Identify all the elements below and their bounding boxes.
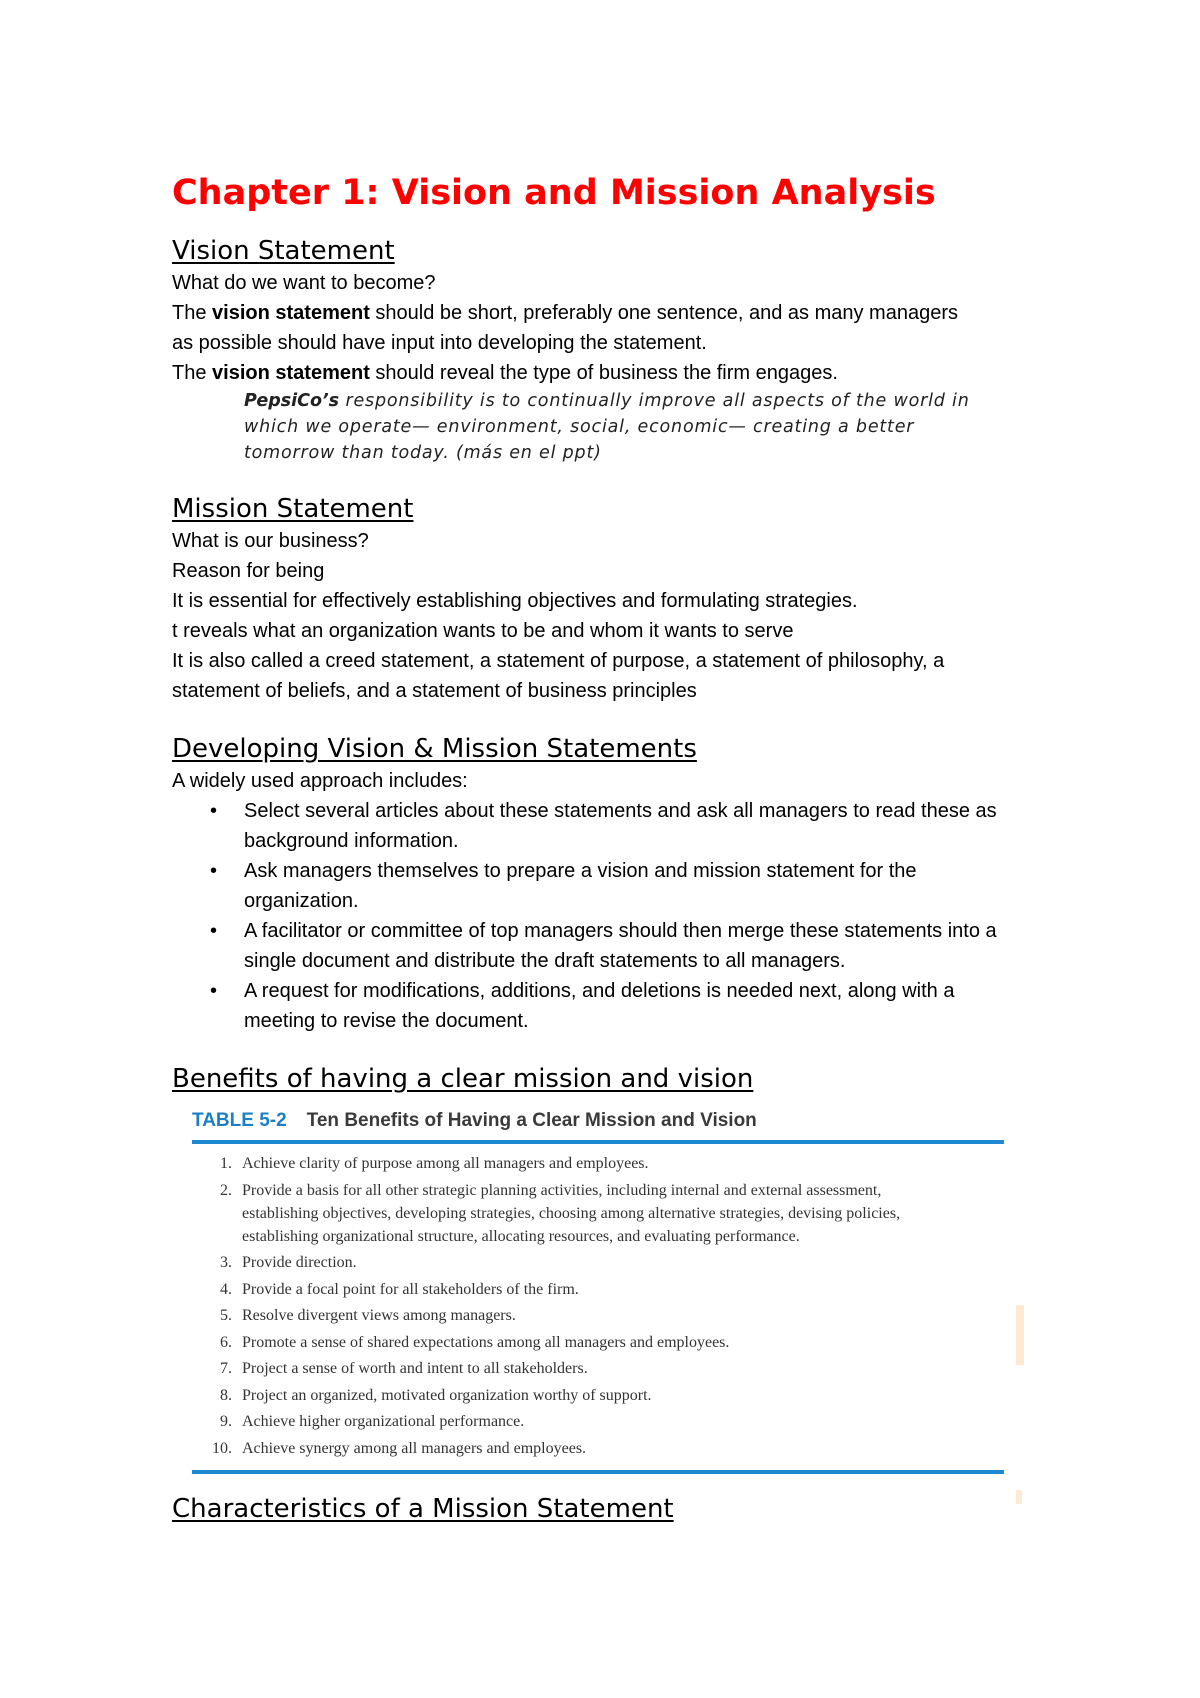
- mission-line: What is our business?: [172, 530, 369, 552]
- characteristics-heading: Characteristics of a Mission Statement: [172, 1493, 674, 1524]
- table-row: 8. Project an organized, motivated organization worthy of support.: [220, 1386, 652, 1404]
- list-item: • Ask managers themselves to prepare a vision and mission statement for the organization.: [172, 856, 1024, 916]
- developing-heading: Developing Vision & Mission Statements: [172, 734, 697, 764]
- list-item: • A facilitator or committee of top managers should then merge these statements into a single document and distribute the draft statements to all managers.: [172, 916, 1024, 976]
- mission-line: It is essential for effectively establishing objectives and formulating strategies.: [172, 590, 858, 612]
- table-number: TABLE 5-2: [192, 1110, 287, 1131]
- decorative-shape: [1016, 1490, 1022, 1504]
- benefits-list: [192, 1152, 1004, 1460]
- list-item: • A request for modifications, additions, and deletions is needed next, along with a meeting to revise the document.: [172, 976, 1024, 1036]
- benefits-table-image: [172, 1100, 1014, 1474]
- chapter-title: Chapter 1: Vision and Mission Analysis: [172, 173, 936, 213]
- mission-heading: Mission Statement: [172, 494, 414, 524]
- vision-question: What do we want to become?: [172, 272, 436, 294]
- table-row: 1. Achieve clarity of purpose among all managers and employees.: [220, 1155, 649, 1172]
- bullet-icon: •: [210, 980, 218, 1002]
- decorative-shape: [1016, 1305, 1024, 1365]
- table-row: 2. Provide a basis for all other strategic planning activities, including internal and external assessment, establishing objectives, developing strategies, choosing among alternative strategies, devising policies, establishing organizational structure, allocating resources, and evaluating performance.: [220, 1181, 901, 1245]
- table-row: 5. Resolve divergent views among managers.: [220, 1307, 516, 1324]
- bullet-icon: •: [210, 860, 218, 882]
- list-item: • Select several articles about these statements and ask all managers to read these as background information.: [172, 796, 1024, 856]
- table-row: 9. Achieve higher organizational performance.: [220, 1413, 525, 1430]
- developing-intro: A widely used approach includes:: [172, 770, 468, 792]
- pepsico-quote: PepsiCo’s responsibility is to continually improve all aspects of the world in which we operate— environment, social, economic— creating a better tomorrow than today. (más en el ppt): [244, 391, 970, 463]
- table-row: 4. Provide a focal point for all stakeholders of the firm.: [220, 1280, 579, 1298]
- benefits-heading: Benefits of having a clear mission and vision: [172, 1064, 754, 1094]
- mission-line: t reveals what an organization wants to be and whom it wants to serve: [172, 620, 794, 642]
- document-content: [172, 170, 1052, 1526]
- vision-line-2: The vision statement should reveal the type of business the firm engages.: [172, 362, 838, 384]
- table-row: 3. Provide direction.: [220, 1254, 357, 1271]
- vision-line-1-cont: as possible should have input into developing the statement.: [172, 332, 707, 354]
- table-title: TABLE 5-2 Ten Benefits of Having a Clear Mission and Vision: [192, 1110, 757, 1131]
- table-row: 10. Achieve synergy among all managers and employees.: [212, 1439, 587, 1457]
- vision-line-1: The vision statement should be short, preferably one sentence, and as many managers: [172, 302, 958, 324]
- table-row: 6. Promote a sense of shared expectations among all managers and employees.: [220, 1333, 730, 1351]
- table-row: 7. Project a sense of worth and intent to all stakeholders.: [220, 1360, 588, 1377]
- table-top-rule: [192, 1140, 1004, 1144]
- mission-line: Reason for being: [172, 560, 325, 582]
- developing-bullet-list: [172, 796, 1052, 1036]
- mission-line: It is also called a creed statement, a statement of purpose, a statement of philosophy, a statement of beliefs, and a statement of business principles: [172, 650, 945, 702]
- vision-heading: Vision Statement: [172, 236, 395, 266]
- table-bottom-rule: [192, 1470, 1004, 1474]
- bullet-icon: •: [210, 800, 218, 822]
- bullet-icon: •: [210, 920, 218, 942]
